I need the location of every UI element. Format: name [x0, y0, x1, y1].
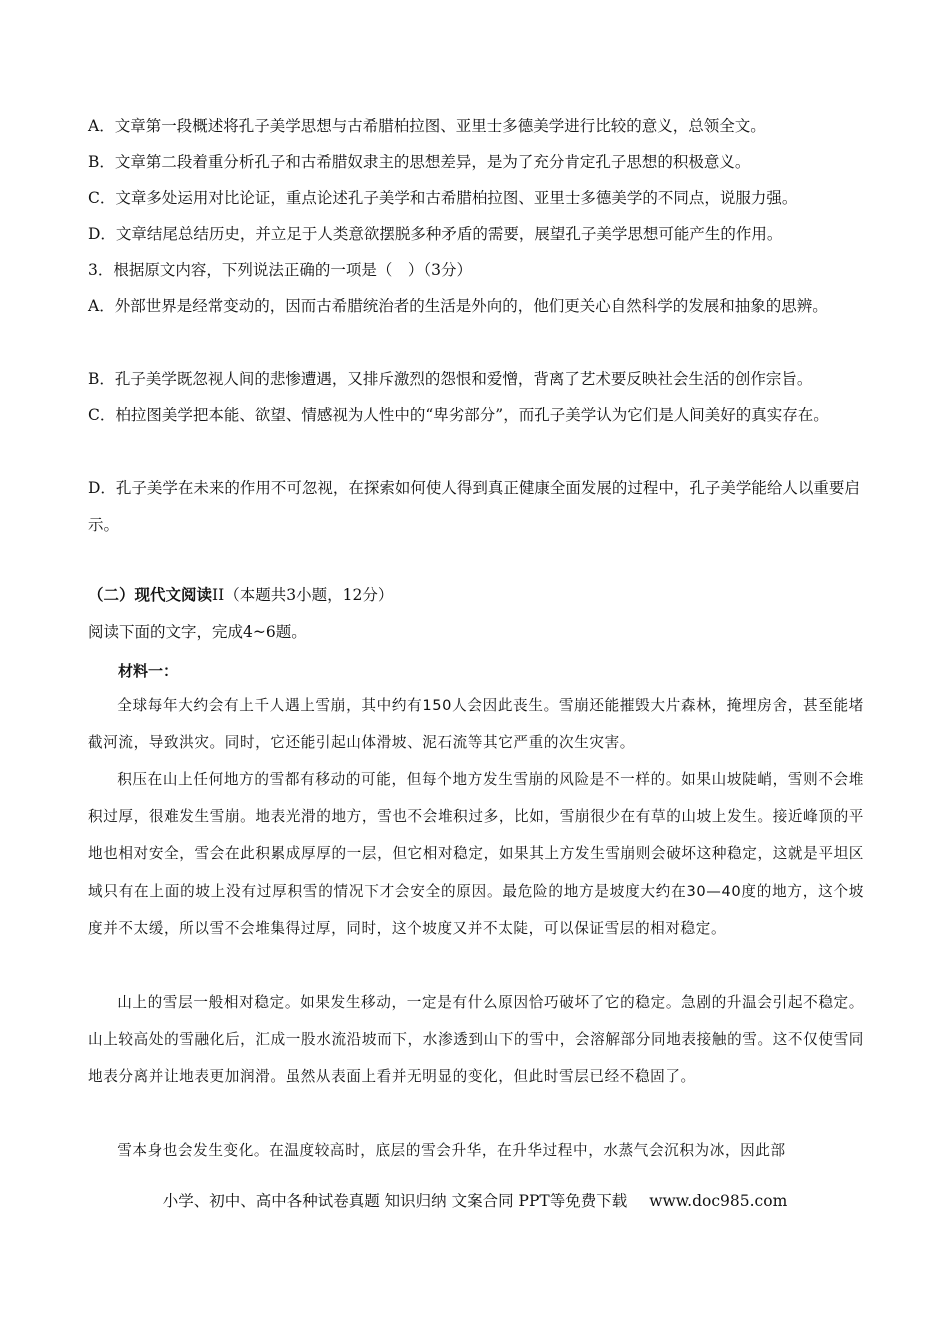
footer-url[interactable]: www.doc985.com	[649, 1192, 788, 1210]
q3-stem: 3．根据原文内容，下列说法正确的一项是（ ）（3分）	[88, 261, 472, 279]
section-heading-bold: （二）现代文阅读	[88, 585, 213, 604]
q3-option-d: D．孔子美学在未来的作用不可忽视，在探索如何使人得到真正健康全面发展的过程中，孔子美学能给人以重要启示。	[88, 479, 860, 534]
q3-option-c: C．柏拉图美学把本能、欲望、情感视为人性中的“卑劣部分”，而孔子美学认为它们是人间美好的真实存在。	[88, 406, 829, 424]
q2-option-a: A．文章第一段概述将孔子美学思想与古希腊柏拉图、亚里士多德美学进行比较的意义，总领全文。	[88, 117, 766, 135]
material-paragraph-1: 全球每年大约会有上千人遇上雪崩，其中约有150人会因此丧生。雪崩还能摧毁大片森林，掩埋房舍，甚至能堵截河流，导致洪灾。同时，它还能引起山体滑坡、泥石流等其它严重的次生灾害。	[88, 697, 864, 752]
material-paragraph-3: 山上的雪层一般相对稳定。如果发生移动，一定是有什么原因恰巧破坏了它的稳定。急剧的升温会引起不稳定。山上较高处的雪融化后，汇成一股水流沿坡而下，水渗透到山下的雪中，会溶解部分同地表接触的雪。这不仅使雪同地表分离并让地表更加润滑。虽然从表面上看并无明显的变化，但此时雪层已经不稳固了。	[88, 994, 864, 1086]
material-title: 材料一：	[118, 662, 179, 680]
q3-option-b: B．孔子美学既忽视人间的悲惨遭遇，又排斥激烈的怨恨和爱憎，背离了艺术要反映社会生活的创作宗旨。	[88, 370, 813, 388]
section-heading	[88, 580, 868, 610]
page-footer	[0, 1189, 950, 1213]
material-paragraph-4: 雪本身也会发生变化。在温度较高时，底层的雪会升华，在升华过程中，水蒸气会沉积为冰，因此部	[117, 1142, 786, 1159]
q2-option-b: B．文章第二段着重分析孔子和古希腊奴隶主的思想差异，是为了充分肯定孔子思想的积极意义。	[88, 153, 751, 171]
section-instruction: 阅读下面的文字，完成4~6题。	[88, 623, 307, 641]
q2-option-d: D．文章结尾总结历史，并立足于人类意欲摆脱多种矛盾的需要，展望孔子美学思想可能产生的作用。	[88, 225, 783, 243]
material-paragraph-2: 积压在山上任何地方的雪都有移动的可能，但每个地方发生雪崩的风险是不一样的。如果山坡陡峭，雪则不会堆积过厚，很难发生雪崩。地表光滑的地方，雪也不会堆积过多，比如，雪崩很少在有草的山坡上发生。接近峰顶的平地也相对安全，雪会在此积累成厚厚的一层，但它相对稳定，如果其上方发生雪崩则会破坏这种稳定，这就是平坦区域只有在上面的坡上没有过厚积雪的情况下才会安全的原因。最危险的地方是坡度大约在30—40度的地方，这个坡度并不太缓，所以雪不会堆集得过厚，同时，这个坡度又并不太陡，可以保证雪层的相对稳定。	[88, 771, 864, 937]
q3-option-a: A．外部世界是经常变动的，因而古希腊统治者的生活是外向的，他们更关心自然科学的发展和抽象的思辨。	[88, 297, 828, 315]
q2-option-c: C．文章多处运用对比论证，重点论述孔子美学和古希腊柏拉图、亚里士多德美学的不同点，说服力强。	[88, 189, 798, 207]
footer-text: 小学、初中、高中各种试卷真题 知识归纳 文案合同 PPT等免费下载	[162, 1192, 628, 1210]
section-heading-rest: II（本题共3小题，12分）	[212, 586, 394, 604]
